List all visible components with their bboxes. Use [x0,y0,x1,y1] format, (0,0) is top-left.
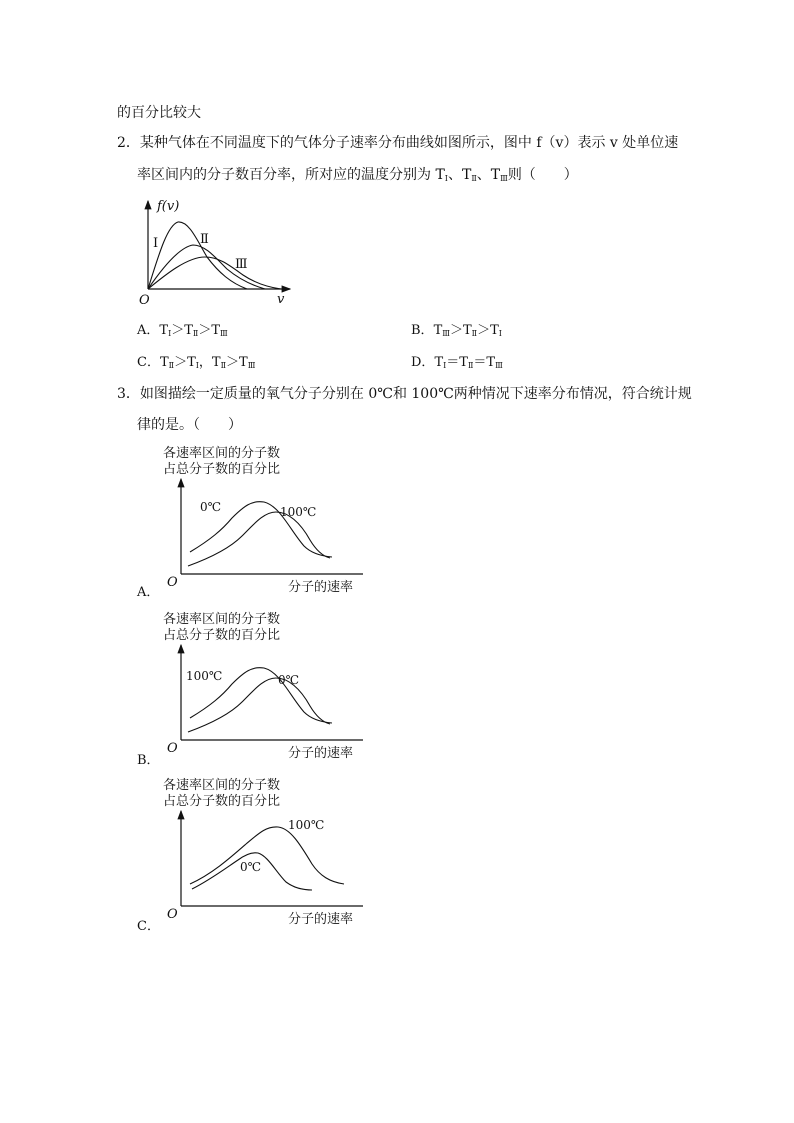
q3c-origin: O [167,907,178,922]
q3c-curve-100c [190,827,344,884]
q3c-label-0c: 0℃ [240,860,262,874]
q2-stem-line2: 率区间内的分子数百分率，所对应的温度分别为 $T_Ⅰ$、$T_Ⅱ$、$T_Ⅲ$则（ ） [137,167,578,183]
q2-option-c-letter: C． [137,355,160,370]
q3-figure-a [160,440,370,600]
q3-option-b-letter[interactable]: B． [137,753,160,768]
q2-curve-III [148,257,281,289]
q2-y-label: f(v) [157,199,180,214]
q3b-y-label-2: 占总分子数的百分比 [163,628,281,643]
q2-option-d-letter: D． [411,355,435,370]
q3a-x-label: 分子的速率 [288,580,354,595]
q3-number: 3． [117,386,140,402]
q3-text-1: 如图描绘一定质量的氧气分子分别在 0℃和 100℃两种情况下速率分布情况，符合统计规 [139,386,692,402]
q3a-y-label-1: 各速率区间的分子数 [163,446,281,461]
previous-question-tail: 的百分比较大 [117,105,201,121]
q2-origin: O [139,293,150,308]
q2-number: 2． [117,135,140,151]
q3-option-a-letter[interactable]: A． [137,585,160,600]
q3-stem-line1 [117,385,692,403]
q2-label-I: Ⅰ [153,236,159,251]
q2-option-b[interactable]: B．$T_Ⅲ>T_Ⅱ>T_Ⅰ$ [411,323,502,338]
q3a-label-100c: 100℃ [280,505,317,519]
q2-option-b-letter: B． [411,323,434,338]
q2-x-label: v [277,292,285,307]
q3b-x-label: 分子的速率 [288,746,354,761]
q3b-y-label-1: 各速率区间的分子数 [163,612,281,627]
q3-figure-c [160,772,370,932]
q3b-label-100c: 100℃ [186,669,223,683]
q3c-y-label-1: 各速率区间的分子数 [163,778,281,793]
q2-label-II: Ⅱ [200,232,209,247]
q2-label-III: Ⅲ [235,257,248,272]
q2-stem-line1 [117,134,678,152]
q3b-label-0c: 0℃ [278,673,300,687]
q3-figure-b [160,606,370,766]
q2-option-d[interactable]: D．$T_Ⅰ=T_Ⅱ=T_Ⅲ$ [411,355,503,370]
q2-option-a-letter: A． [137,323,160,338]
q2-text-1: 某种气体在不同温度下的气体分子速率分布曲线如图所示，图中 f（v）表示 v 处单位速 [139,135,679,151]
q3c-label-100c: 100℃ [288,818,325,832]
q3a-label-0c: 0℃ [200,500,222,514]
q2-figure [135,195,300,310]
q3-stem-line2: 律的是。（ ） [137,417,242,433]
q2-option-c[interactable]: C．$T_Ⅱ>T_Ⅰ$，$T_Ⅱ>T_Ⅲ$ [137,355,256,370]
q3-option-c-letter[interactable]: C． [137,919,160,934]
q2-curve-I [148,222,247,289]
q3a-y-label-2: 占总分子数的百分比 [163,462,281,477]
q3c-y-label-2: 占总分子数的百分比 [163,794,281,809]
q2-option-a[interactable]: A．$T_Ⅰ>T_Ⅱ>T_Ⅲ$ [137,323,228,338]
q3b-origin: O [167,741,178,756]
q3c-x-label: 分子的速率 [288,912,354,927]
q3a-origin: O [167,575,178,590]
